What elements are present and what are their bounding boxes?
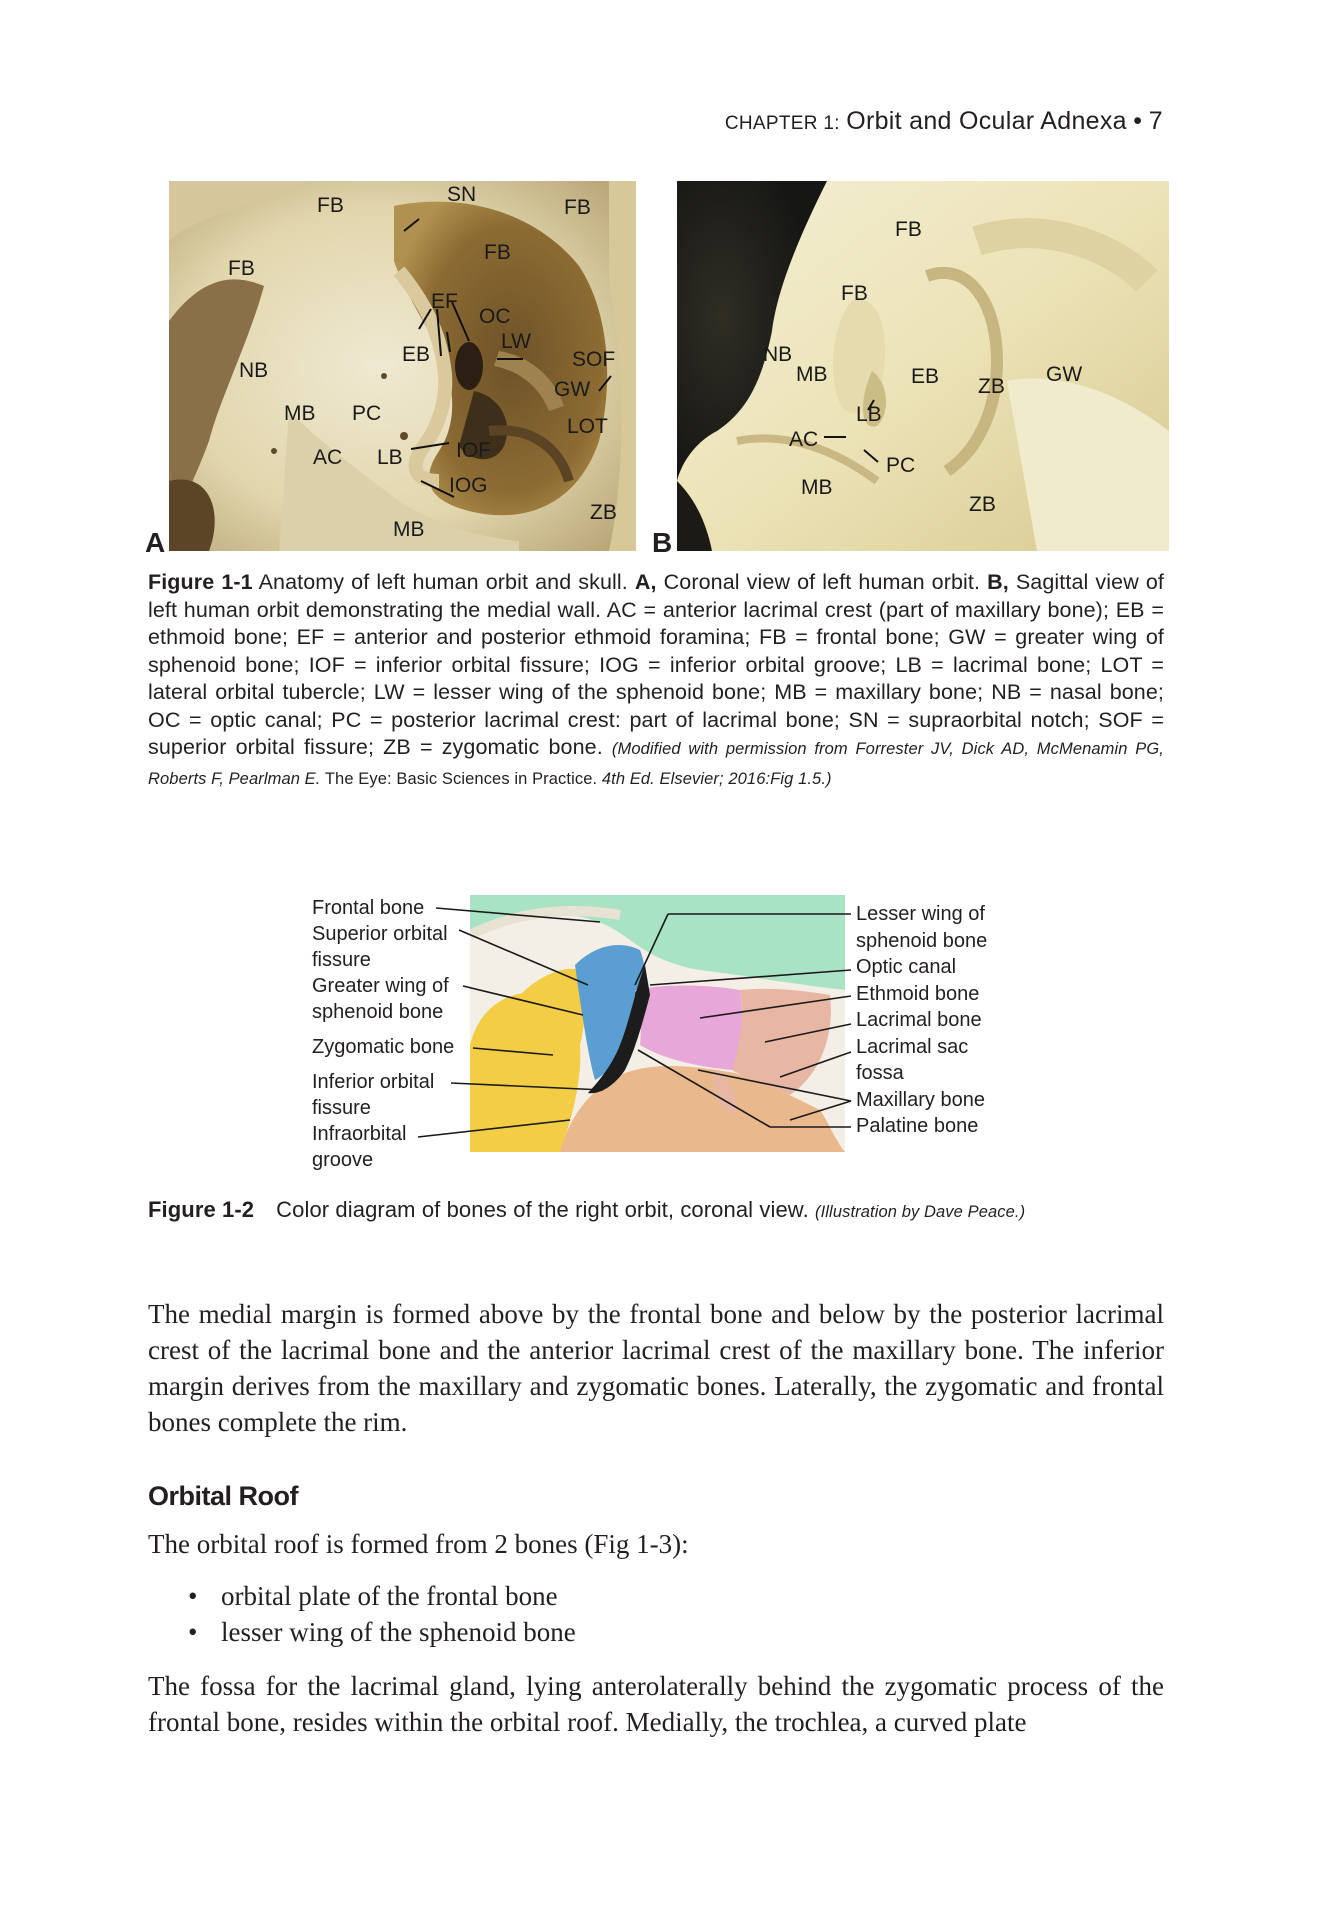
label-palatine-bone: Palatine bone	[856, 1115, 979, 1137]
panel-b-label-nb: NB	[763, 343, 793, 366]
caption-text: Sagittal view of left human orbit demonstrating the medial wall. AC = anterior lacrimal crest (part of maxillary bone); EB = ethmoid bone; EF = anterior and posterior ethmoid foramina; FB = frontal bone; GW = greater wing of sphenoid bone; IOF = inferior orbital fissure; IOG = inferior orbital groove; LB = lacrimal bone; LOT = lateral orbital tubercle; LW = lesser wing of the sphenoid bone; MB = maxillary bone; NB = nasal bone; OC = optic canal; PC = posterior lacrimal crest: part of lacrimal bone; SN = supraorbital notch; SOF = superior orbital fissure; ZB = zygomatic bone.	[148, 570, 1164, 759]
panel-a-label-mb: MB	[393, 518, 425, 541]
panel-b-label-pc: PC	[886, 454, 916, 477]
label-frontal-bone: Frontal bone	[312, 897, 425, 919]
label-lesser-wing: Lesser wing of	[856, 903, 985, 925]
section-heading-orbital-roof: Orbital Roof	[148, 1481, 298, 1511]
panel-b-label-fb: FB	[895, 218, 922, 241]
panel-a-label-gw: GW	[554, 378, 591, 401]
label-maxillary-bone: Maxillary bone	[856, 1088, 985, 1111]
panel-a-label-ef: EF	[431, 290, 458, 313]
label-infraorbital-groove: Infraorbital	[312, 1123, 407, 1145]
label-superior-orbital-fissure: fissure	[312, 949, 371, 971]
panel-b-letter: B	[652, 527, 673, 558]
panel-b-label-ac: AC	[789, 428, 819, 451]
list-item-text: orbital plate of the frontal bone	[221, 1581, 558, 1611]
panel-b-label-lb: LB	[856, 403, 882, 426]
figure-1-2-right-labels	[856, 901, 987, 1140]
label-greater-wing: Greater wing of	[312, 975, 449, 997]
figure-1-1-label: Figure 1-1	[148, 570, 253, 594]
label-ethmoid-bone: Ethmoid bone	[856, 982, 980, 1005]
panel-b-label-gw: GW	[1046, 363, 1083, 386]
caption-panel-a-ref: A,	[634, 570, 657, 594]
panel-a-label-lb: LB	[377, 446, 403, 469]
caption-citation: 4th Ed. Elsevier; 2016:Fig 1.5.)	[597, 769, 832, 788]
label-lacrimal-bone: Lacrimal bone	[856, 1009, 982, 1031]
chapter-label: CHAPTER 1:	[724, 113, 840, 134]
body-paragraph-lacrimal-fossa: The fossa for the lacrimal gland, lying anterolaterally behind the zygomatic process of the frontal bone, resides within the orbital roof. Medially, the trochlea, a curved plate	[148, 1671, 1164, 1737]
panel-b-label-eb: EB	[911, 365, 940, 388]
body-paragraph-medial-margin: The medial margin is formed above by the frontal bone and below by the posterior lacrimal crest of the lacrimal bone and the anterior lacrimal crest of the maxillary bone. The inferior margin derives from the maxillary and zygomatic bones. Laterally, the zygomatic and frontal bones complete the rim.	[148, 1299, 1164, 1437]
panel-a-label-fb: FB	[564, 196, 591, 219]
bullet-list	[188, 1578, 576, 1650]
label-superior-orbital-fissure: Superior orbital	[312, 923, 448, 945]
panel-b-label-mb: MB	[796, 363, 828, 386]
panel-a-label-nb: NB	[239, 359, 269, 382]
caption-panel-b-ref: B,	[987, 570, 1009, 594]
list-item-text: lesser wing of the sphenoid bone	[221, 1617, 576, 1647]
label-lacrimal-sac-fossa: fossa	[856, 1062, 904, 1084]
panel-a-label-pc: PC	[352, 402, 382, 425]
figure-1-2-caption-text: Color diagram of bones of the right orbit, coronal view.	[276, 1197, 809, 1222]
label-lesser-wing: sphenoid bone	[856, 929, 988, 952]
panel-b-label-zb: ZB	[969, 493, 996, 516]
label-greater-wing: sphenoid bone	[312, 1001, 444, 1023]
body-intro-orbital-roof: The orbital roof is formed from 2 bones (Fig 1-3):	[148, 1529, 689, 1559]
panel-b-label-mb: MB	[801, 476, 833, 499]
panel-a-label-sn: SN	[447, 183, 477, 206]
label-inferior-orbital-fissure: fissure	[312, 1097, 371, 1119]
label-infraorbital-groove: groove	[312, 1149, 374, 1171]
panel-a-label-fb: FB	[317, 194, 344, 217]
panel-a-label-lw: LW	[501, 330, 531, 353]
label-inferior-orbital-fissure: Inferior orbital	[312, 1071, 435, 1093]
caption-citation-book: The Eye: Basic Sciences in Practice.	[320, 769, 598, 788]
figure-1-2-caption	[148, 1196, 1164, 1227]
panel-a-label-zb: ZB	[590, 501, 617, 524]
page-number: 7	[1148, 107, 1163, 135]
panel-a-label-iog: IOG	[449, 474, 488, 497]
separator-bullet: •	[1133, 107, 1143, 135]
panel-a-label-fb: FB	[484, 241, 511, 264]
panel-a-label-fb: FB	[228, 257, 255, 280]
panel-b-label-zb: ZB	[978, 375, 1005, 398]
label-lacrimal-sac-fossa: Lacrimal sac	[856, 1035, 969, 1058]
panel-a-label-iof: IOF	[456, 439, 491, 462]
caption-text: Coronal view of left human orbit.	[656, 570, 988, 594]
figure-1-2-label: Figure 1-2	[148, 1197, 255, 1222]
panel-a-label-eb: EB	[402, 343, 431, 366]
label-zygomatic-bone: Zygomatic bone	[312, 1036, 455, 1058]
label-optic-canal: Optic canal	[856, 956, 957, 978]
panel-b-label-fb: FB	[841, 282, 868, 305]
panel-a-letter: A	[145, 527, 166, 558]
figure-1-2-credit: (Illustration by Dave Peace.)	[815, 1203, 1026, 1221]
panel-a-label-sof: SOF	[572, 348, 616, 371]
list-item: • orbital plate of the frontal bone	[188, 1581, 558, 1611]
panel-a-label-mb: MB	[284, 402, 316, 425]
panel-a-label-ac: AC	[313, 446, 343, 469]
caption-text: Anatomy of left human orbit and skull.	[252, 570, 635, 594]
chapter-title: Orbit and Ocular Adnexa	[846, 107, 1127, 135]
panel-a-label-oc: OC	[479, 305, 511, 328]
figure-1-2-left-labels	[312, 895, 454, 1173]
panel-a-label-lot: LOT	[567, 415, 608, 438]
caption-citation: (Modified with permission from Forrester JV, Dick AD, McMenamin PG, Roberts F, Pearlman E.	[148, 740, 1164, 788]
list-item: • lesser wing of the sphenoid bone	[188, 1617, 576, 1647]
